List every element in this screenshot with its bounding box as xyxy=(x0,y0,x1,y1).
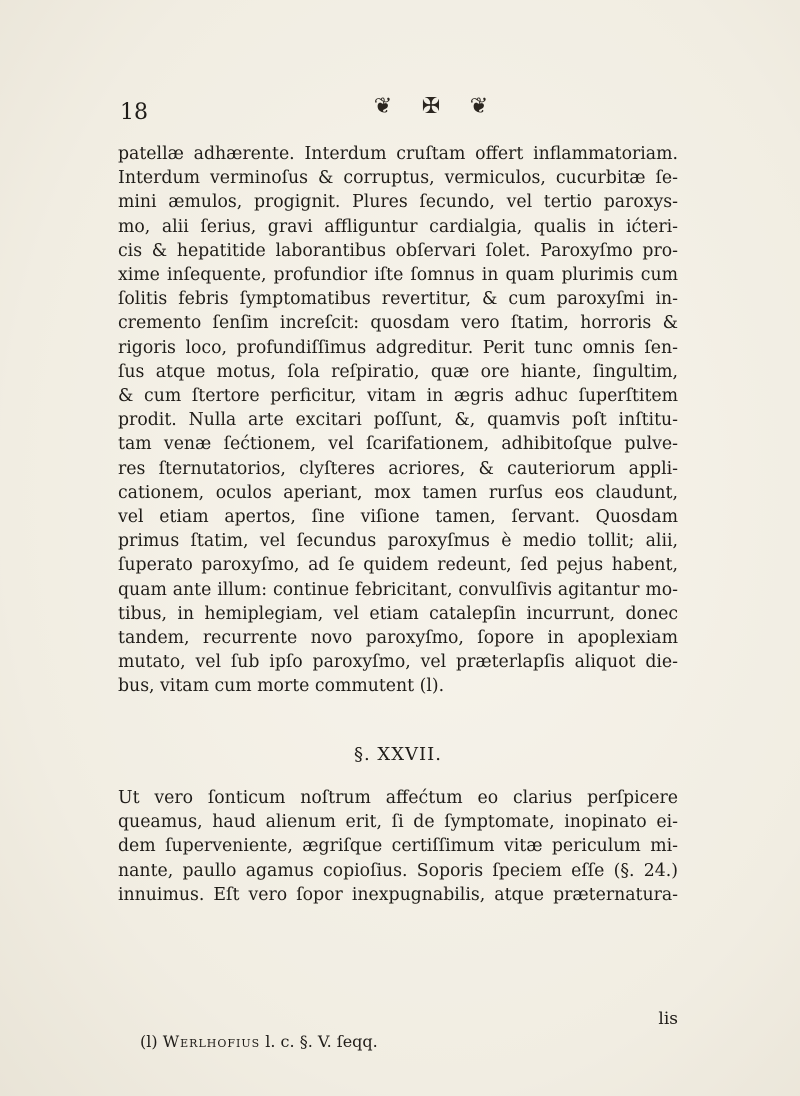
text-line: patellæ adhærente. Interdum cruſtam offert inflammatoriam. xyxy=(118,144,678,164)
text-line: quam ante illum: continue febricitant, convulſivis agitantur mo- xyxy=(118,579,678,600)
text-line: & cum ſtertore perficitur, vitam in ægris adhuc ſuperſtitem xyxy=(118,386,678,407)
text-line: mo, alii ſerius, gravi affliguntur cardialgia, qualis in ićteri- xyxy=(118,216,678,237)
page-number: 18 xyxy=(120,100,148,125)
text-line: nante, paullo agamus copioſius. Soporis ſpeciem eſſe (§. 24.) xyxy=(118,860,678,881)
text-line: vel etiam apertos, ſine viſione tamen, ſervant. Quosdam xyxy=(118,507,678,528)
page-header xyxy=(118,94,678,130)
header-ornament xyxy=(368,94,494,119)
text-line: tandem, recurrente novo paroxyſmo, ſopore in apoplexiam xyxy=(118,628,678,649)
text-line: Ut vero ſonticum noſtrum affećtum eo clarius perſpicere xyxy=(118,788,678,808)
text-line: mutato, vel ſub ipſo paroxyſmo, vel præterlapſis aliquot die- xyxy=(118,652,678,673)
footnote-reference: l. c. §. V. ſeqq. xyxy=(265,1032,378,1051)
paragraph-main xyxy=(118,142,678,699)
paragraph-second xyxy=(118,786,678,907)
text-line: queamus, haud alienum erit, ſi de ſymptomate, inopinato ei- xyxy=(118,812,678,833)
text-line: cis & hepatitide laborantibus obſervari ſolet. Paroxyſmo pro- xyxy=(118,240,678,261)
text-line: tibus, in hemiplegiam, vel etiam catalepſin incurrunt, donec xyxy=(118,603,678,624)
text-line: xime inſequente, profundior iſte ſomnus in quam plurimis cum xyxy=(118,265,678,286)
catchword: lis xyxy=(658,1009,678,1029)
footnote xyxy=(140,1032,378,1051)
text-line: ſuperato paroxyſmo, ad ſe quidem redeunt, ſed pejus habent, xyxy=(118,555,678,576)
section-heading: §. XXVII. xyxy=(353,744,442,765)
text-line: prodit. Nulla arte excitari poſſunt, &, quamvis poſt inſtitu- xyxy=(118,410,678,431)
footnote-author: Werlhofius xyxy=(162,1032,261,1051)
cross-ornament-icon: ✠ xyxy=(421,94,441,119)
text-line: Interdum verminoſus & corruptus, vermiculos, cucurbitæ ſe- xyxy=(118,168,678,189)
text-line: cremento ſenſim increſcit: quosdam vero ſtatim, horroris & xyxy=(118,313,678,334)
fleuron-left-icon: ❦ xyxy=(373,94,393,119)
text-line: rigoris loco, profundiſſimus adgreditur. Perit tunc omnis ſen- xyxy=(118,337,678,358)
text-line: cationem, oculos aperiant, mox tamen rurſus eos claudunt, xyxy=(118,482,678,503)
text-line: ſus atque motus, ſola reſpiratio, quæ ore hiante, ſingultim, xyxy=(118,361,678,382)
text-line: res ſternutatorios, clyſteres acriores, & cauteriorum appli- xyxy=(118,458,678,479)
text-line: tam venæ ſećtionem, vel ſcarifationem, adhibitoſque pulve- xyxy=(118,434,678,455)
fleuron-right-icon: ❦ xyxy=(469,94,489,119)
text-line: mini æmulos, progignit. Plures ſecundo, vel tertio paroxys- xyxy=(118,192,678,213)
footnote-marker: (l) xyxy=(140,1032,158,1051)
text-line: ſolitis febris ſymptomatibus revertitur, & cum paroxyſmi in- xyxy=(118,289,678,310)
text-line: innuimus. Eſt vero ſopor inexpugnabilis, atque præternatura- xyxy=(118,884,678,905)
text-line: primus ſtatim, vel ſecundus paroxyſmus è medio tollit; alii, xyxy=(118,531,678,552)
text-line: bus, vitam cum morte commutent (l). xyxy=(118,676,445,697)
text-line: dem ſuperveniente, ægriſque certiſſimum vitæ periculum mi- xyxy=(118,836,678,857)
